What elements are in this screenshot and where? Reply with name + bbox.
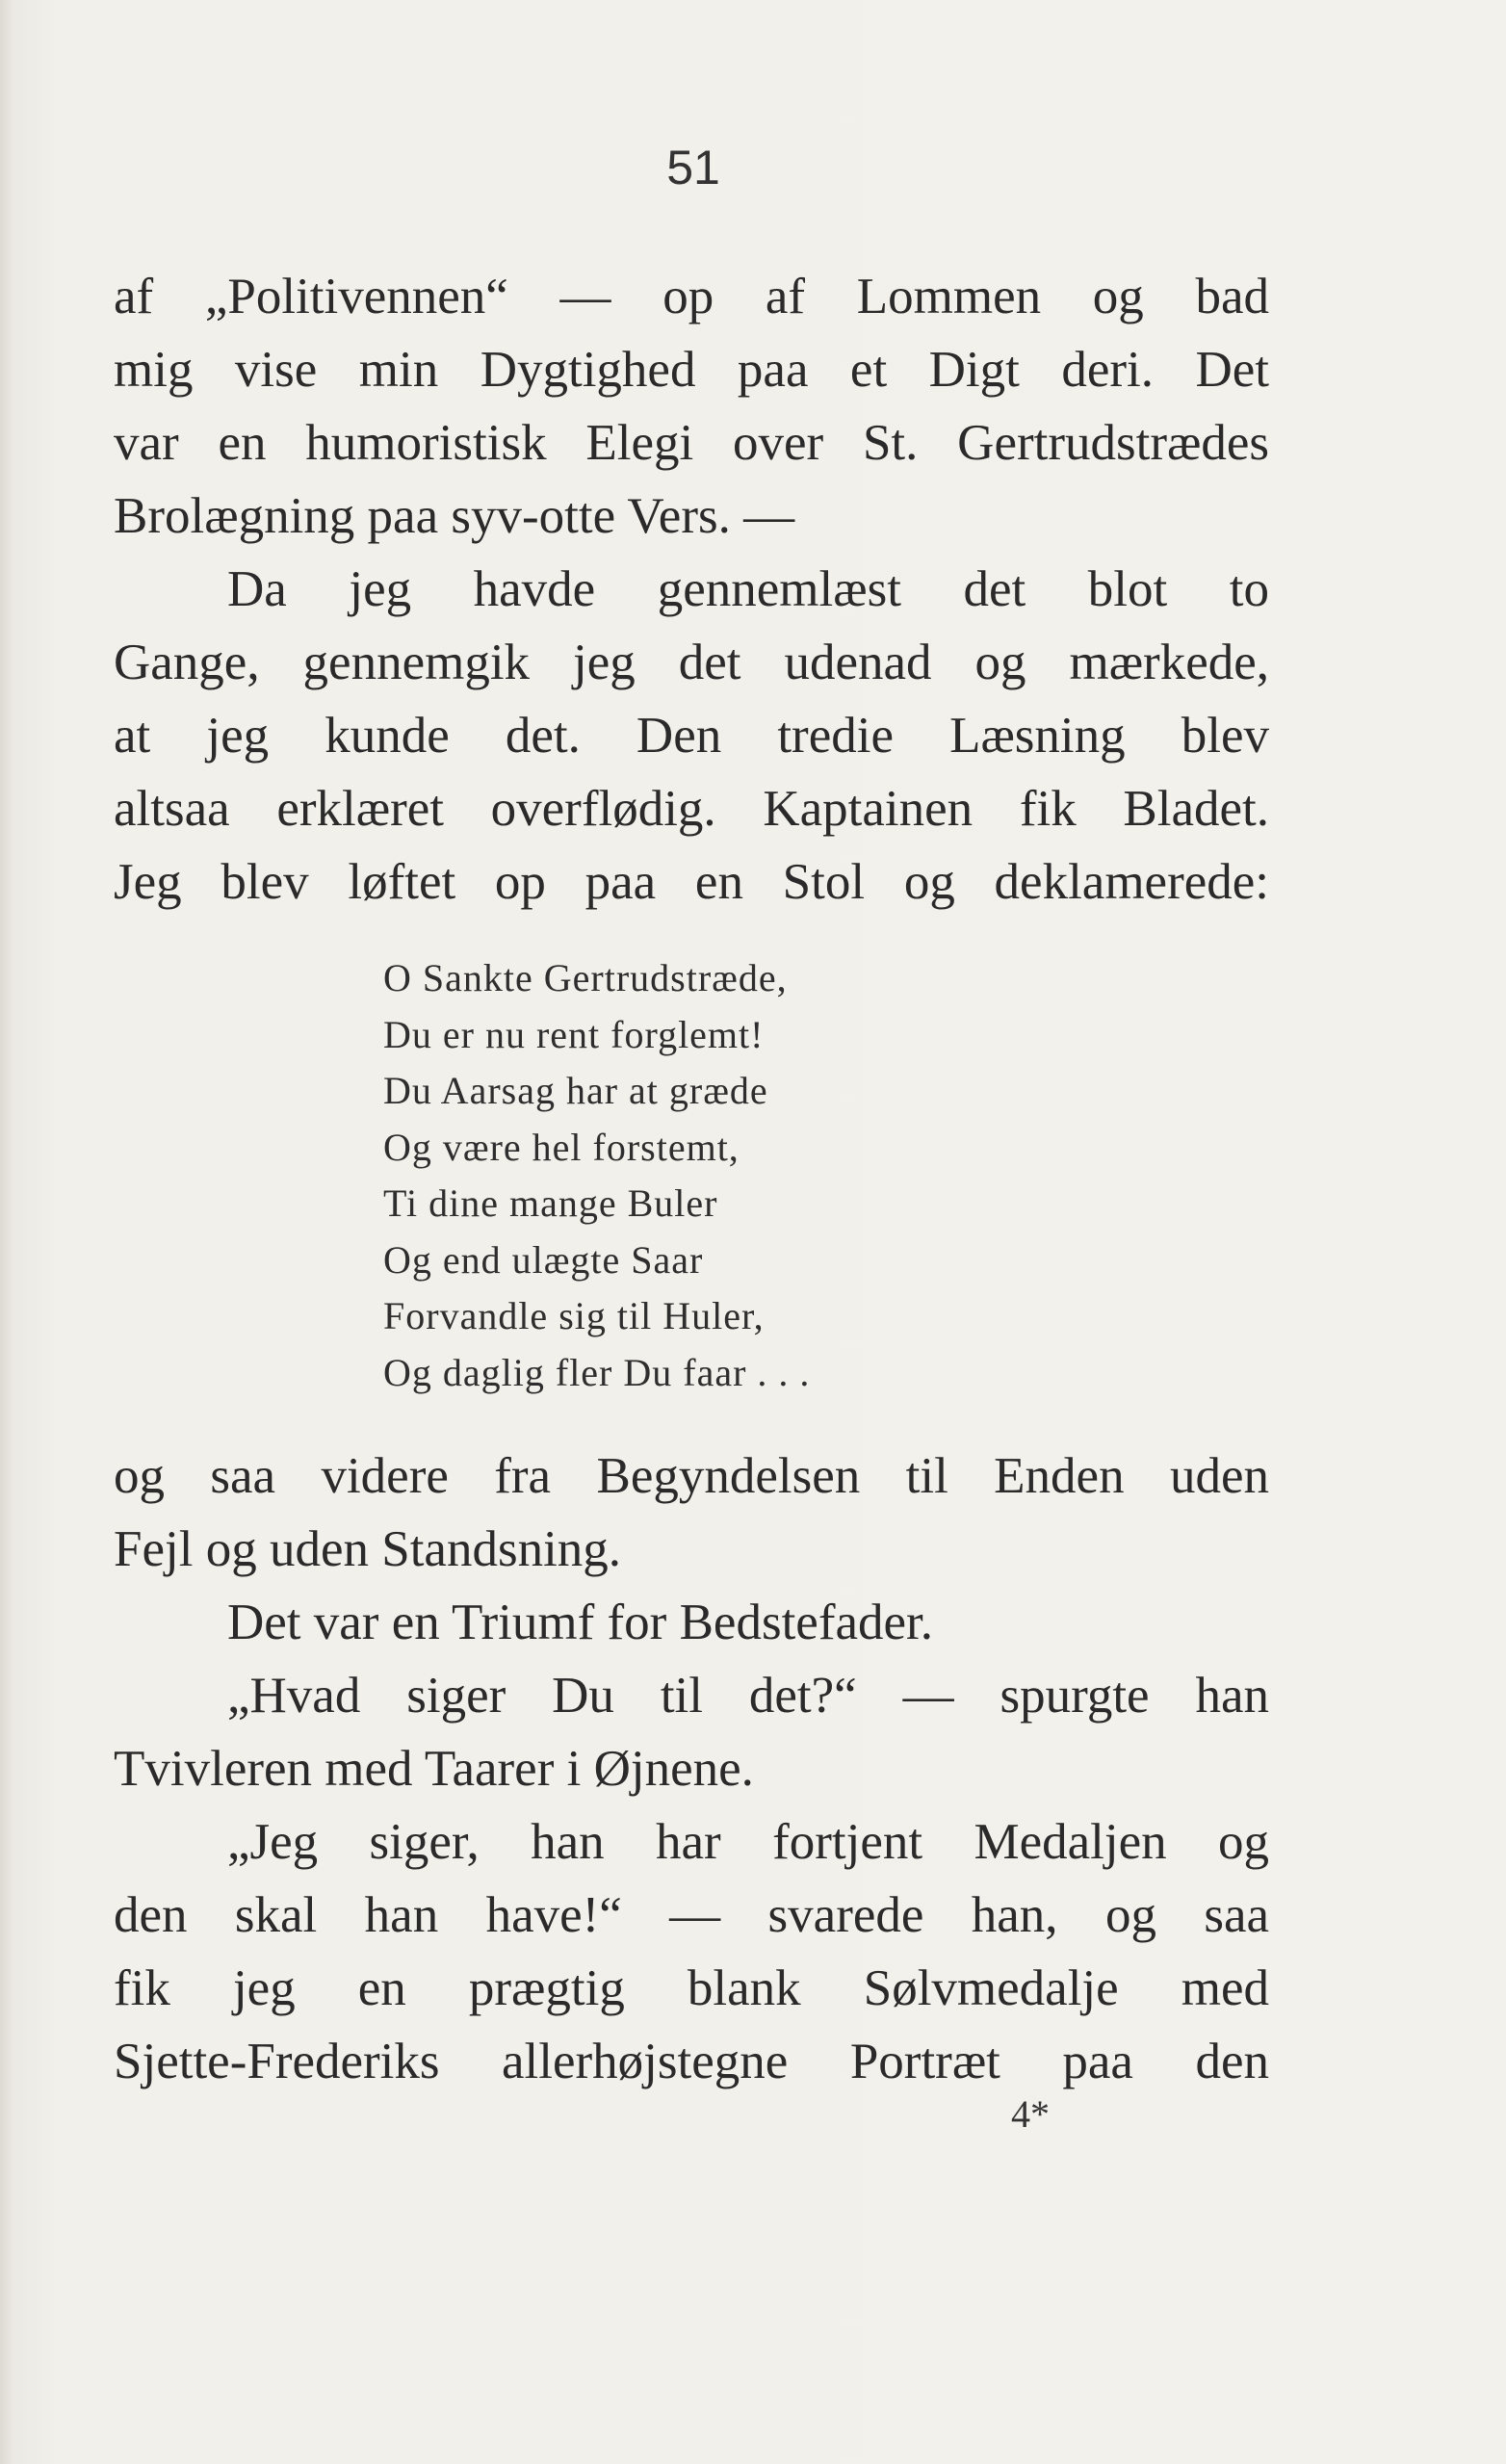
- text-line: Tvivleren med Taarer i Øjnene.: [114, 1741, 754, 1797]
- text-line: Sjette-Frederiks allerhøjstegne Portræt paa den: [114, 2034, 1269, 2089]
- poem-line: Du Aarsag har at græde: [383, 1069, 768, 1112]
- text-line: „Jeg siger, han har fortjent Medaljen og: [227, 1814, 1269, 1870]
- signature-mark: 4*: [1011, 2092, 1050, 2136]
- poem-line: Du er nu rent forglemt!: [383, 1012, 765, 1056]
- poem-line: O Sankte Gertrudstræde,: [383, 956, 788, 999]
- paragraph-block-1: [114, 260, 1269, 919]
- text-line: af „Politivennen“ — op af Lommen og bad: [114, 269, 1269, 324]
- text-line: Jeg blev løftet op paa en Stol og deklamerede:: [114, 854, 1269, 910]
- text-line: fik jeg en prægtig blank Sølvmedalje med: [114, 1960, 1269, 2016]
- text-line: Fejl og uden Standsning.: [114, 1521, 622, 1577]
- text-line: at jeg kunde det. Den tredie Læsning blev: [114, 708, 1269, 764]
- text-line: den skal han have!“ — svarede han, og saa: [114, 1887, 1269, 1943]
- poem-line: Forvandle sig til Huler,: [383, 1294, 765, 1337]
- paragraph-block-2: [114, 1439, 1269, 2098]
- page-number: 51: [666, 141, 720, 195]
- text-line: mig vise min Dygtighed paa et Digt deri. Det: [114, 342, 1269, 398]
- text-line: „Hvad siger Du til det?“ — spurgte han: [227, 1668, 1269, 1724]
- poem-line: Og end ulægte Saar: [383, 1237, 704, 1282]
- poem-line: Og daglig fler Du faar . . .: [383, 1350, 811, 1394]
- text-line: Det var en Triumf for Bedstefader.: [227, 1595, 933, 1650]
- text-line: var en humoristisk Elegi over St. Gertrudstrædes: [114, 415, 1269, 471]
- poem-line: Og være hel forstemt,: [383, 1125, 740, 1169]
- text-line: Gange, gennemgik jeg det udenad og mærkede,: [114, 635, 1269, 690]
- text-line: altsaa erklæret overflødig. Kaptainen fik Bladet.: [114, 781, 1269, 837]
- text-line: Brolægning paa syv-otte Vers. —: [114, 488, 795, 544]
- text-line: Da jeg havde gennemlæst det blot to: [227, 561, 1269, 617]
- poem-line: Ti dine mange Buler: [383, 1181, 718, 1225]
- poem-block: [383, 950, 1057, 1401]
- text-line: og saa videre fra Begyndelsen til Enden uden: [114, 1448, 1269, 1504]
